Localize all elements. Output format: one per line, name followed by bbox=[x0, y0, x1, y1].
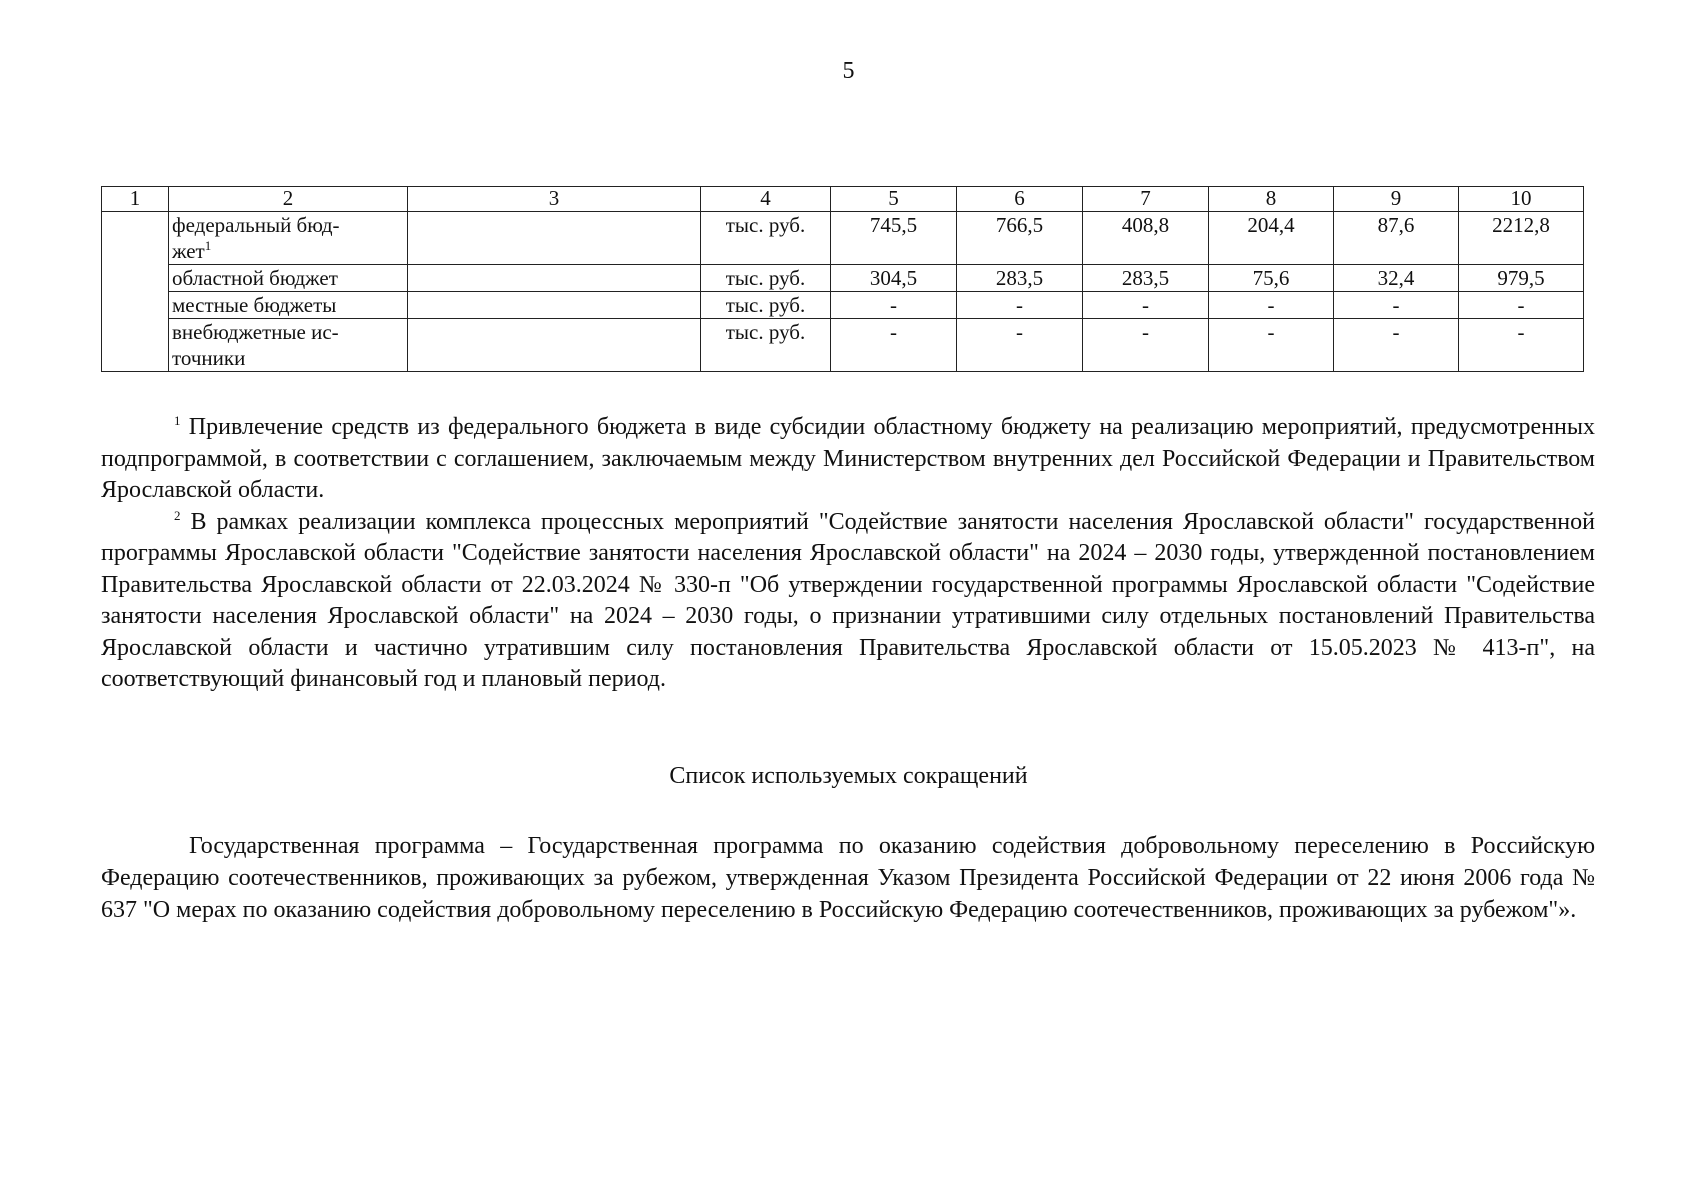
source-name-line: федеральный бюд- bbox=[172, 213, 340, 237]
value-cell: 283,5 bbox=[957, 265, 1083, 292]
table-header-row bbox=[102, 187, 1584, 212]
value-cell: - bbox=[1083, 292, 1209, 319]
footnote-mark: 2 bbox=[174, 507, 181, 523]
header-cell: 10 bbox=[1459, 187, 1584, 212]
table-row bbox=[102, 319, 1584, 372]
value-cell: 32,4 bbox=[1334, 265, 1459, 292]
source-name-cell: местные бюджеты bbox=[169, 292, 408, 319]
header-cell: 3 bbox=[408, 187, 701, 212]
value-cell: - bbox=[1083, 319, 1209, 372]
value-cell: 283,5 bbox=[1083, 265, 1209, 292]
value-cell: - bbox=[957, 319, 1083, 372]
section-title: Список используемых сокращений bbox=[669, 763, 1028, 789]
footnotes bbox=[101, 412, 1595, 696]
source-name-cell bbox=[169, 319, 408, 372]
value-cell: 408,8 bbox=[1083, 212, 1209, 265]
value-cell: - bbox=[831, 292, 957, 319]
value-cell: - bbox=[957, 292, 1083, 319]
table-row bbox=[102, 292, 1584, 319]
value-cell: - bbox=[1334, 319, 1459, 372]
page-number: 5 bbox=[842, 58, 855, 84]
unit-cell: тыс. руб. bbox=[701, 319, 831, 372]
header-cell: 4 bbox=[701, 187, 831, 212]
source-name-cell bbox=[169, 212, 408, 265]
empty-cell bbox=[408, 292, 701, 319]
empty-cell bbox=[408, 265, 701, 292]
value-cell: - bbox=[831, 319, 957, 372]
unit-cell: тыс. руб. bbox=[701, 212, 831, 265]
value-cell: 75,6 bbox=[1209, 265, 1334, 292]
table-row bbox=[102, 212, 1584, 265]
footnote-mark: 1 bbox=[174, 413, 181, 428]
empty-cell bbox=[408, 212, 701, 265]
source-name-cell: областной бюджет bbox=[169, 265, 408, 292]
abbreviation-paragraph: Государственная программа – Государственная программа по оказанию содействия добровольному переселению в Российскую Федерацию соотечественников, проживающих за рубежом, утвержденная Указом Президента Российской Федерации от 22 июня 2006 года № 637 "О мерах по оказанию содействия добровольному переселению в Российскую Федерацию соотечественников, проживающих за рубежом"». bbox=[101, 833, 1595, 923]
value-cell: - bbox=[1334, 292, 1459, 319]
footnote-mark: 1 bbox=[204, 238, 212, 253]
header-cell: 2 bbox=[169, 187, 408, 212]
footnote-2 bbox=[101, 507, 1595, 696]
budget-table bbox=[101, 186, 1584, 372]
header-cell: 5 bbox=[831, 187, 957, 212]
value-cell: 87,6 bbox=[1334, 212, 1459, 265]
table-row bbox=[102, 265, 1584, 292]
footnote-text: Привлечение средств из федерального бюджета в виде субсидии областному бюджету на реализацию мероприятий, предусмотренных подпрограммой, в соответствии с соглашением, заключаемым между Министерством внутренних дел Российской Федерации и Правительством Ярославской области. bbox=[101, 414, 1595, 503]
value-cell: - bbox=[1209, 292, 1334, 319]
footnote-1 bbox=[101, 412, 1595, 507]
empty-cell bbox=[408, 319, 701, 372]
abbreviations-block bbox=[101, 830, 1595, 926]
header-cell: 8 bbox=[1209, 187, 1334, 212]
value-cell: 2212,8 bbox=[1459, 212, 1584, 265]
header-cell: 1 bbox=[102, 187, 169, 212]
value-cell: - bbox=[1209, 319, 1334, 372]
value-cell: 766,5 bbox=[957, 212, 1083, 265]
value-cell: - bbox=[1459, 292, 1584, 319]
value-cell: 204,4 bbox=[1209, 212, 1334, 265]
empty-index-cell bbox=[102, 212, 169, 372]
header-cell: 6 bbox=[957, 187, 1083, 212]
source-name-line: внебюджетные ис- bbox=[172, 320, 339, 344]
source-name-line: жет bbox=[172, 239, 205, 263]
footnote-text: В рамках реализации комплекса процессных мероприятий "Содействие занятости населения Ярославской области" государственной программы Ярославской области "Содействие занятости населения Ярославской области" на 2024 – 2030 годы, утвержденной постановлением Правительства Ярославской области от 22.03.2024 № 330-п "Об утверждении государственной программы Ярославской области "Содействие занятости населения Ярославской области" на 2024 – 2030 годы, о признании утратившими силу отдельных постановлений Правительства Ярославской области и частично утратившим силу постановления Правительства Ярославской области от 15.05.2023 № 413-п", на соответствующий финансовый год и плановый период. bbox=[101, 508, 1595, 692]
header-cell: 7 bbox=[1083, 187, 1209, 212]
value-cell: 304,5 bbox=[831, 265, 957, 292]
unit-cell: тыс. руб. bbox=[701, 292, 831, 319]
unit-cell: тыс. руб. bbox=[701, 265, 831, 292]
value-cell: 979,5 bbox=[1459, 265, 1584, 292]
value-cell: - bbox=[1459, 319, 1584, 372]
source-name-line: точники bbox=[172, 346, 246, 370]
value-cell: 745,5 bbox=[831, 212, 957, 265]
header-cell: 9 bbox=[1334, 187, 1459, 212]
